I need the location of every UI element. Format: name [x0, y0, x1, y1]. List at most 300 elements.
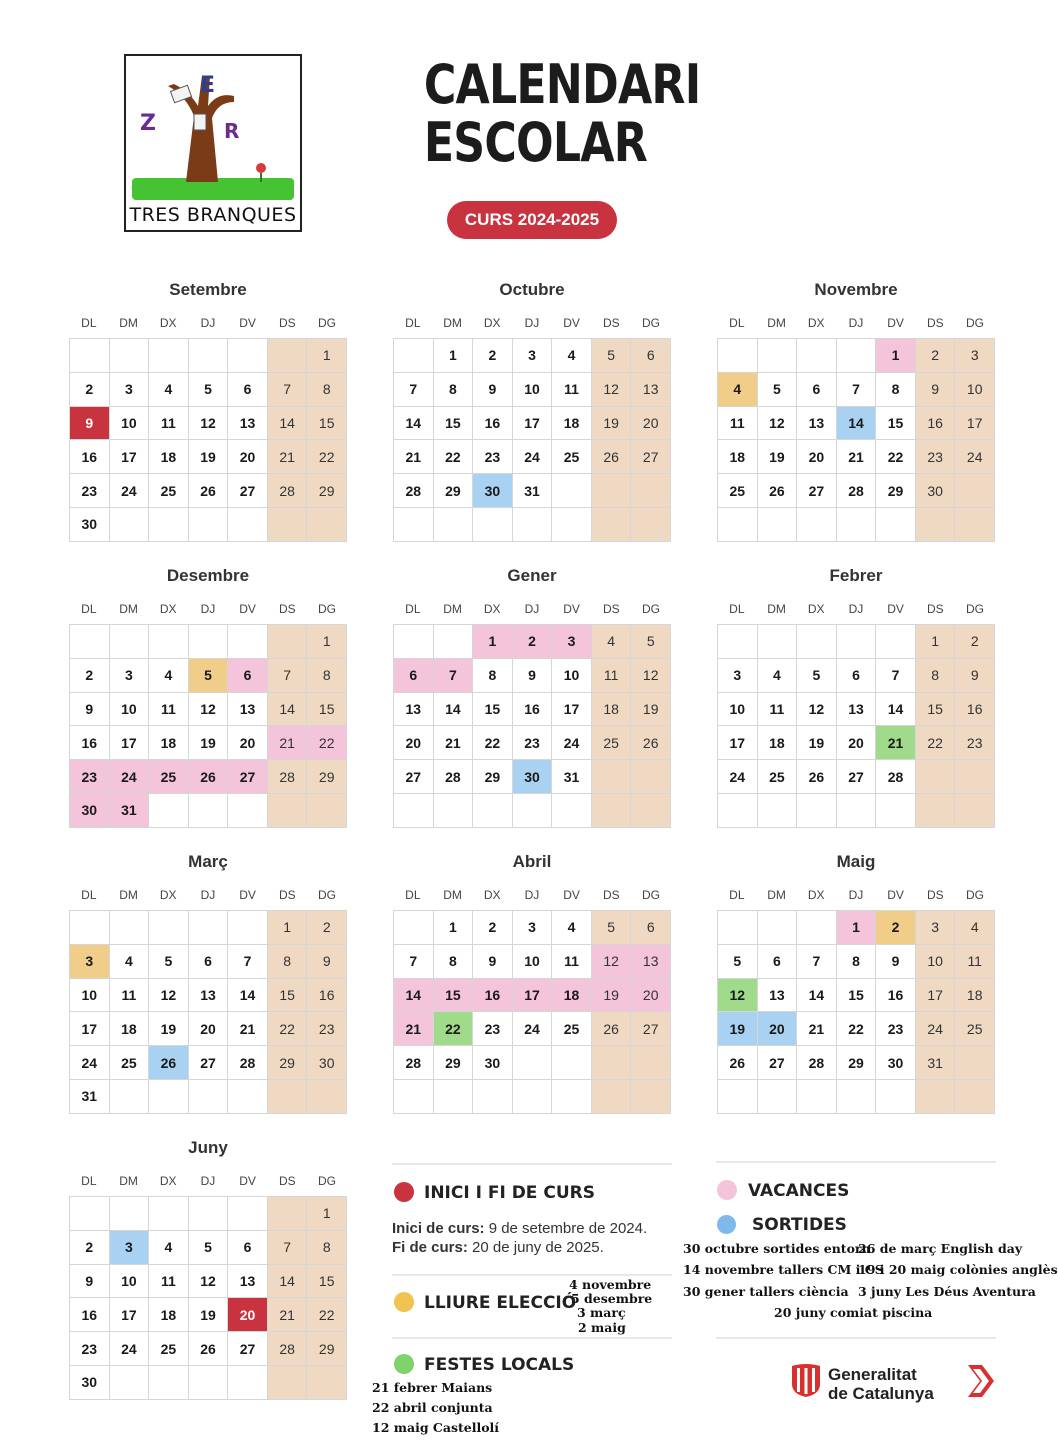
day-cell: 23 [70, 474, 110, 508]
day-cell: 11 [592, 659, 632, 693]
weekday-label: DS [926, 602, 944, 616]
day-cell: 14 [394, 979, 434, 1013]
festes-dot-icon [394, 1354, 414, 1374]
day-cell: 10 [718, 693, 758, 727]
empty-cell [394, 794, 434, 828]
legend-festes-title: FESTES LOCALS [424, 1355, 575, 1375]
empty-cell [473, 508, 513, 542]
day-cell: 10 [955, 373, 995, 407]
day-cell: 28 [268, 1332, 308, 1366]
day-cell: 10 [513, 945, 553, 979]
month-name: Maig [836, 852, 876, 871]
lliure-note: 4 novembre [569, 1277, 652, 1292]
weekday-label: DM [443, 602, 462, 616]
weekday-label: DV [563, 602, 580, 616]
weekday-label: DV [239, 602, 256, 616]
day-cell: 25 [592, 726, 632, 760]
weekday-label: DL [81, 888, 97, 902]
day-cell: 9 [513, 659, 553, 693]
weekday-label: DM [767, 316, 786, 330]
divider [392, 1163, 672, 1165]
day-cell: 31 [513, 474, 553, 508]
day-cell: 4 [552, 339, 592, 373]
weekday-label: DX [807, 316, 825, 330]
day-cell: 18 [552, 407, 592, 441]
day-cell: 7 [228, 945, 268, 979]
day-cell: 15 [837, 979, 877, 1013]
generalitat-emblem-icon [790, 1362, 822, 1398]
weekday-label: DM [119, 888, 138, 902]
empty-cell [592, 474, 632, 508]
weekday-label: DJ [524, 316, 540, 330]
day-cell: 16 [70, 440, 110, 474]
day-cell: 10 [110, 693, 150, 727]
day-cell: 17 [718, 726, 758, 760]
day-cell: 27 [631, 1012, 671, 1046]
empty-cell [592, 508, 632, 542]
empty-cell [228, 625, 268, 659]
day-cell: 31 [110, 794, 150, 828]
empty-cell [876, 1080, 916, 1114]
day-cell: 1 [876, 339, 916, 373]
day-cell: 15 [876, 407, 916, 441]
month-calendar [393, 564, 671, 828]
day-cell: 10 [552, 659, 592, 693]
empty-cell [268, 1197, 308, 1231]
weekday-label: DG [317, 888, 336, 902]
weekday-label: DX [483, 602, 501, 616]
day-cell: 24 [110, 474, 150, 508]
empty-cell [189, 625, 229, 659]
empty-cell [228, 1080, 268, 1114]
divider [716, 1161, 996, 1163]
day-cell: 29 [434, 474, 474, 508]
day-cell: 4 [592, 625, 632, 659]
weekday-label: DL [405, 316, 421, 330]
weekday-label: DS [278, 888, 296, 902]
day-cell: 13 [837, 693, 877, 727]
day-cell: 5 [592, 339, 632, 373]
day-cell: 23 [955, 726, 995, 760]
legend-inici-title: INICI I FI DE CURS [424, 1183, 595, 1203]
course-badge: CURS 2024-2025 [447, 201, 617, 239]
day-cell: 1 [307, 1197, 347, 1231]
weekday-label: DM [119, 1174, 138, 1188]
day-grid [393, 624, 671, 828]
empty-cell [837, 339, 877, 373]
day-cell: 26 [149, 1046, 189, 1080]
svg-text:Z: Z [140, 111, 156, 136]
day-cell: 12 [149, 979, 189, 1013]
day-cell: 6 [228, 1231, 268, 1265]
day-cell: 23 [876, 1012, 916, 1046]
weekday-label: DS [926, 888, 944, 902]
weekday-label: DG [965, 602, 984, 616]
empty-cell [955, 760, 995, 794]
day-cell: 21 [228, 1012, 268, 1046]
day-cell: 6 [228, 373, 268, 407]
day-cell: 7 [434, 659, 474, 693]
day-cell: 7 [268, 373, 308, 407]
sortides-note: 26 de març English day [858, 1241, 1023, 1256]
empty-cell [307, 1366, 347, 1400]
weekday-label: DX [159, 316, 177, 330]
empty-cell [110, 508, 150, 542]
empty-cell [552, 1080, 592, 1114]
day-cell: 25 [552, 1012, 592, 1046]
day-cell: 17 [110, 726, 150, 760]
day-cell: 22 [307, 440, 347, 474]
generalitat-name [828, 1365, 934, 1403]
day-cell: 6 [228, 659, 268, 693]
empty-cell [513, 508, 553, 542]
empty-cell [916, 1080, 956, 1114]
day-cell: 23 [307, 1012, 347, 1046]
empty-cell [189, 508, 229, 542]
day-cell: 28 [268, 474, 308, 508]
weekday-label: DM [767, 602, 786, 616]
day-cell: 30 [513, 760, 553, 794]
weekday-label: DJ [200, 316, 216, 330]
day-cell: 12 [631, 659, 671, 693]
day-cell: 30 [307, 1046, 347, 1080]
month-name: Març [188, 852, 228, 871]
weekday-label: DL [81, 316, 97, 330]
sortides-note: 30 octubre sortides entorn [683, 1241, 871, 1256]
day-cell: 2 [876, 911, 916, 945]
weekday-label: DG [965, 316, 984, 330]
day-cell: 13 [228, 1265, 268, 1299]
empty-cell [110, 339, 150, 373]
day-cell: 1 [434, 339, 474, 373]
day-cell: 10 [513, 373, 553, 407]
empty-cell [631, 760, 671, 794]
empty-cell [70, 339, 110, 373]
day-cell: 15 [307, 407, 347, 441]
empty-cell [149, 911, 189, 945]
day-cell: 17 [70, 1012, 110, 1046]
day-cell: 2 [70, 373, 110, 407]
empty-cell [473, 794, 513, 828]
day-grid [69, 910, 347, 1114]
weekday-label: DV [887, 602, 904, 616]
day-cell: 4 [149, 659, 189, 693]
day-cell: 9 [916, 373, 956, 407]
day-cell: 8 [434, 373, 474, 407]
day-cell: 30 [916, 474, 956, 508]
day-cell: 25 [110, 1046, 150, 1080]
day-cell: 12 [797, 693, 837, 727]
day-cell: 3 [718, 659, 758, 693]
day-cell: 8 [473, 659, 513, 693]
day-cell: 29 [473, 760, 513, 794]
day-cell: 28 [434, 760, 474, 794]
day-cell: 13 [758, 979, 798, 1013]
day-cell: 12 [592, 945, 632, 979]
day-cell: 22 [837, 1012, 877, 1046]
weekday-label: DV [563, 316, 580, 330]
empty-cell [876, 625, 916, 659]
empty-cell [394, 911, 434, 945]
day-cell: 2 [70, 659, 110, 693]
day-cell: 1 [307, 625, 347, 659]
day-cell: 5 [631, 625, 671, 659]
day-cell: 17 [513, 407, 553, 441]
title-line-1: CALENDARI [423, 53, 701, 116]
day-cell: 5 [718, 945, 758, 979]
day-cell: 9 [876, 945, 916, 979]
empty-cell [758, 794, 798, 828]
day-cell: 7 [394, 373, 434, 407]
day-cell: 19 [149, 1012, 189, 1046]
day-cell: 20 [189, 1012, 229, 1046]
empty-cell [955, 1046, 995, 1080]
day-cell: 29 [434, 1046, 474, 1080]
empty-cell [718, 508, 758, 542]
day-cell: 6 [394, 659, 434, 693]
empty-cell [718, 794, 758, 828]
day-cell: 8 [307, 1231, 347, 1265]
empty-cell [268, 1080, 308, 1114]
day-cell: 9 [473, 945, 513, 979]
day-cell: 8 [876, 373, 916, 407]
empty-cell [837, 508, 877, 542]
day-cell: 16 [70, 1298, 110, 1332]
empty-cell [70, 911, 110, 945]
day-cell: 5 [189, 1231, 229, 1265]
day-cell: 16 [876, 979, 916, 1013]
day-cell: 30 [473, 474, 513, 508]
empty-cell [513, 1080, 553, 1114]
month-calendar [69, 278, 347, 542]
day-cell: 19 [189, 726, 229, 760]
day-cell: 16 [916, 407, 956, 441]
day-cell: 24 [916, 1012, 956, 1046]
day-cell: 23 [513, 726, 553, 760]
month-name: Novembre [814, 280, 898, 299]
weekday-label: DV [239, 888, 256, 902]
month-name: Setembre [169, 280, 247, 299]
empty-cell [955, 508, 995, 542]
day-cell: 23 [473, 440, 513, 474]
day-cell: 11 [758, 693, 798, 727]
sortides-note: 3 juny Les Déus Aventura [858, 1284, 1036, 1299]
day-cell: 9 [70, 693, 110, 727]
empty-cell [592, 1080, 632, 1114]
month-calendar [69, 850, 347, 1114]
generalitat-line-2: de Catalunya [828, 1384, 934, 1403]
day-cell: 20 [631, 979, 671, 1013]
day-cell: 30 [70, 508, 110, 542]
day-cell: 25 [718, 474, 758, 508]
festes-note: 12 maig Castellolí [372, 1420, 500, 1435]
day-cell: 7 [837, 373, 877, 407]
day-cell: 10 [70, 979, 110, 1013]
day-cell: 14 [837, 407, 877, 441]
day-cell: 24 [110, 760, 150, 794]
day-cell: 20 [758, 1012, 798, 1046]
day-grid [717, 338, 995, 542]
day-cell: 22 [268, 1012, 308, 1046]
day-cell: 27 [631, 440, 671, 474]
weekday-label: DL [729, 888, 745, 902]
empty-cell [916, 760, 956, 794]
day-cell: 11 [149, 407, 189, 441]
day-cell: 24 [110, 1332, 150, 1366]
weekday-label: DG [965, 888, 984, 902]
empty-cell [307, 1080, 347, 1114]
day-cell: 17 [916, 979, 956, 1013]
day-cell: 1 [473, 625, 513, 659]
day-cell: 31 [70, 1080, 110, 1114]
day-cell: 23 [916, 440, 956, 474]
day-cell: 19 [797, 726, 837, 760]
day-cell: 19 [592, 979, 632, 1013]
empty-cell [631, 474, 671, 508]
day-cell: 20 [228, 440, 268, 474]
lliure-note: 2 maig [578, 1320, 626, 1335]
day-cell: 23 [473, 1012, 513, 1046]
day-cell: 25 [955, 1012, 995, 1046]
day-cell: 3 [916, 911, 956, 945]
inici-label: Inici de curs: [392, 1220, 485, 1237]
weekday-label: DS [602, 888, 620, 902]
empty-cell [434, 794, 474, 828]
day-cell: 8 [307, 373, 347, 407]
day-cell: 18 [552, 979, 592, 1013]
day-cell: 20 [228, 1298, 268, 1332]
sortides-dot-icon [717, 1215, 736, 1234]
weekday-label: DX [807, 602, 825, 616]
empty-cell [837, 794, 877, 828]
weekday-label: DM [767, 888, 786, 902]
month-name: Desembre [166, 566, 250, 585]
inici-text [392, 1220, 647, 1237]
day-cell: 25 [149, 1332, 189, 1366]
empty-cell [513, 794, 553, 828]
day-cell: 26 [189, 760, 229, 794]
chevron-right-icon [964, 1362, 996, 1400]
empty-cell [268, 508, 308, 542]
empty-cell [228, 911, 268, 945]
weekday-label: DS [278, 316, 296, 330]
day-cell: 20 [394, 726, 434, 760]
day-cell: 26 [189, 1332, 229, 1366]
legend-vacances-title: VACANCES [748, 1181, 850, 1201]
weekday-header [69, 880, 347, 910]
inici-value: 9 de setembre de 2024. [484, 1220, 648, 1237]
empty-cell [149, 625, 189, 659]
day-cell: 28 [394, 474, 434, 508]
day-cell: 24 [513, 1012, 553, 1046]
day-cell: 22 [307, 726, 347, 760]
weekday-label: DM [119, 602, 138, 616]
empty-cell [631, 1046, 671, 1080]
legend-sortides-title: SORTIDES [752, 1215, 847, 1235]
day-cell: 9 [473, 373, 513, 407]
empty-cell [434, 508, 474, 542]
day-cell: 11 [110, 979, 150, 1013]
empty-cell [758, 911, 798, 945]
weekday-header [393, 594, 671, 624]
weekday-header [393, 308, 671, 338]
empty-cell [149, 1080, 189, 1114]
day-cell: 14 [394, 407, 434, 441]
empty-cell [552, 474, 592, 508]
weekday-label: DM [443, 316, 462, 330]
day-cell: 20 [631, 407, 671, 441]
lliure-dot-icon [394, 1292, 414, 1312]
legend-lliure-title: LLIURE ELECCIÓ [424, 1293, 577, 1313]
day-cell: 8 [307, 659, 347, 693]
empty-cell [955, 1080, 995, 1114]
day-cell: 13 [797, 407, 837, 441]
day-cell: 21 [837, 440, 877, 474]
weekday-label: DV [239, 1174, 256, 1188]
weekday-label: DG [641, 602, 660, 616]
day-cell: 15 [307, 693, 347, 727]
weekday-label: DJ [200, 1174, 216, 1188]
weekday-label: DM [119, 316, 138, 330]
day-cell: 26 [592, 1012, 632, 1046]
day-cell: 2 [473, 911, 513, 945]
empty-cell [955, 794, 995, 828]
day-cell: 21 [394, 440, 434, 474]
day-cell: 25 [758, 760, 798, 794]
empty-cell [916, 508, 956, 542]
weekday-label: DX [807, 888, 825, 902]
empty-cell [268, 794, 308, 828]
day-cell: 22 [916, 726, 956, 760]
weekday-header [393, 880, 671, 910]
page-title [423, 53, 701, 174]
day-cell: 12 [189, 693, 229, 727]
empty-cell [394, 339, 434, 373]
day-cell: 24 [552, 726, 592, 760]
day-cell: 6 [797, 373, 837, 407]
weekday-label: DS [278, 1174, 296, 1188]
day-cell: 3 [552, 625, 592, 659]
day-cell: 5 [189, 373, 229, 407]
day-cell: 18 [149, 726, 189, 760]
day-cell: 16 [70, 726, 110, 760]
month-name: Gener [507, 566, 557, 585]
day-cell: 2 [473, 339, 513, 373]
day-cell: 2 [70, 1231, 110, 1265]
day-cell: 1 [434, 911, 474, 945]
weekday-label: DJ [524, 602, 540, 616]
fi-label: Fi de curs: [392, 1239, 468, 1256]
day-cell: 29 [307, 1332, 347, 1366]
day-cell: 13 [228, 407, 268, 441]
day-cell: 13 [631, 373, 671, 407]
day-cell: 18 [110, 1012, 150, 1046]
weekday-label: DJ [848, 888, 864, 902]
day-cell: 30 [70, 794, 110, 828]
empty-cell [70, 1197, 110, 1231]
weekday-label: DS [602, 316, 620, 330]
weekday-header [69, 1166, 347, 1196]
weekday-label: DJ [848, 602, 864, 616]
day-cell: 6 [631, 911, 671, 945]
day-cell: 28 [394, 1046, 434, 1080]
day-cell: 6 [631, 339, 671, 373]
day-cell: 9 [955, 659, 995, 693]
weekday-label: DJ [200, 888, 216, 902]
day-cell: 20 [228, 726, 268, 760]
weekday-header [717, 594, 995, 624]
empty-cell [189, 339, 229, 373]
